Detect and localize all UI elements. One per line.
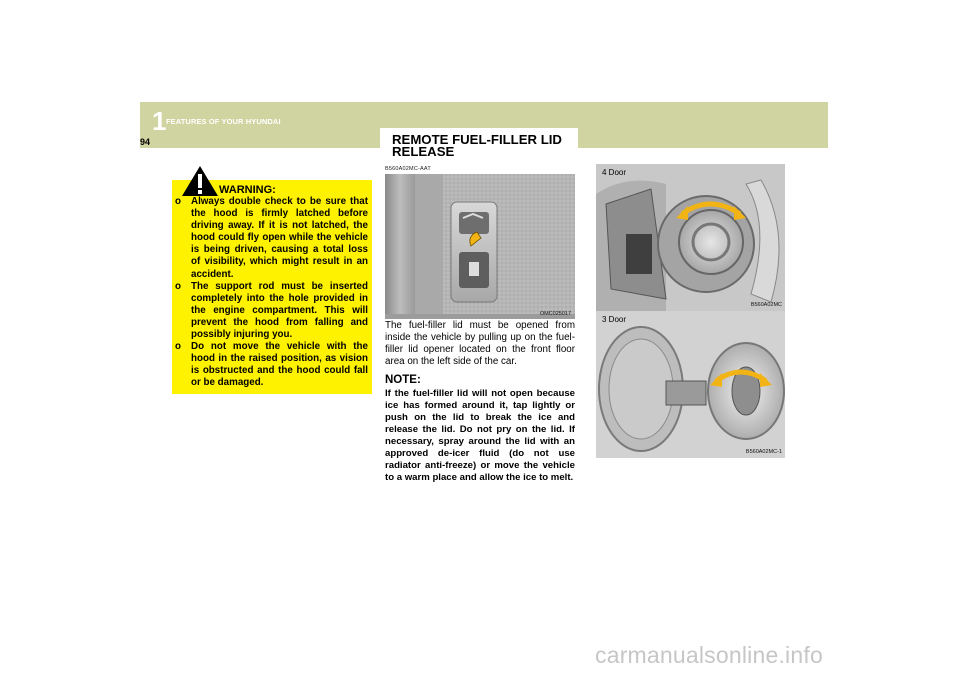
warning-item [175, 196, 368, 281]
figure-label-3-door: 3 Door [602, 315, 627, 324]
warning-item-text: Do not move the vehicle with the hood in the raised position, as vision is obstructed and the hood could fall or be damaged. [191, 341, 368, 389]
warning-list [175, 196, 368, 390]
warning-item [175, 341, 368, 389]
warning-item-text: Always double check to be sure that the hood is firmly latched before driving away. If it is not latched, the hood could fly open while the vehicle is being driven, causing a total loss of visibility, which might result in an accident. [191, 196, 368, 280]
warning-title: WARNING: [219, 184, 276, 196]
exclamation-icon [181, 165, 219, 197]
photo-code: OMC025017 [539, 311, 571, 317]
fuel-cap-4door-illustration [596, 164, 785, 311]
warning-item [175, 281, 368, 341]
figure-label-4-door: 4 Door [602, 168, 627, 177]
chapter-title: FEATURES OF YOUR HYUNDAI [166, 117, 281, 126]
section-code: B560A02MC-AAT [385, 166, 431, 172]
body-text: The fuel-filler lid must be opened from inside the vehicle by pulling up on the fuel-filler lid opener located on the front floor area on the left side of the car. [385, 320, 575, 367]
fuel-lid-opener-illustration [385, 174, 575, 319]
page-number: 94 [140, 137, 151, 147]
fuel-cap-4door-photo [596, 164, 785, 311]
warning-bullet: o [175, 196, 181, 207]
fuel-cap-3door-photo [596, 311, 785, 458]
fuel-lid-opener-photo [385, 174, 575, 319]
note-text: If the fuel-filler lid will not open because ice has formed around it, tap lightly or push on the lid to break the ice and release the lid. Do not pry on the lid. If necessary, spray around the lid with an approved de-icer fluid (do not use radiator anti-freeze) or move the vehicle to a warm place and allow the ice to melt. [385, 388, 575, 483]
section-title [392, 134, 582, 158]
watermark: carmanualsonline.info [595, 642, 823, 668]
warning-item-text: The support rod must be inserted completely into the hole provided in the engine compartment. This will prevent the hood from falling and possibly injuring you. [191, 280, 368, 341]
warning-bullet: o [175, 341, 181, 353]
section-title-line-2: RELEASE [392, 144, 455, 159]
figure-code-3-door: B560A02MC-1 [745, 449, 782, 455]
section-title-line-1: REMOTE FUEL-FILLER LID [392, 132, 562, 147]
note-heading: NOTE: [385, 374, 421, 386]
chapter-number: 1 [152, 106, 167, 136]
fuel-cap-3door-illustration [596, 311, 785, 458]
figure-code-4-door: B560A02MC [750, 302, 782, 308]
warning-bullet: o [175, 280, 181, 292]
